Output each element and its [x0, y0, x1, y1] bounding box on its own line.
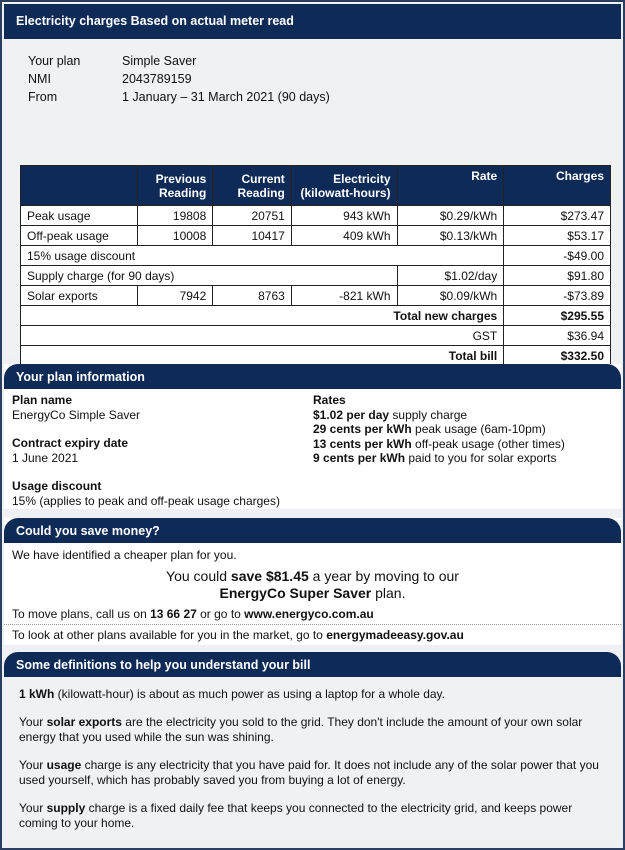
rate-line: 9 cents per kWh paid to you for solar exports: [313, 451, 557, 465]
kwh-value: 409 kWh: [291, 226, 397, 246]
gst-value: $36.94: [504, 326, 611, 346]
phone-number[interactable]: 13 66 27: [150, 607, 197, 621]
table-row: [21, 246, 611, 266]
table-row: [21, 286, 611, 306]
rates-block: [313, 393, 565, 466]
rate-header: Rate: [397, 166, 504, 206]
move-plans-text: To move plans, call us on 13 66 27 or go to www.energyco.com.au: [12, 607, 374, 621]
row-label: Solar exports: [21, 286, 138, 306]
charge-value: $53.17: [504, 226, 611, 246]
total-new-value: $295.55: [504, 306, 611, 326]
prev-reading: 10008: [137, 226, 213, 246]
plan-row: [28, 52, 330, 70]
charges-header: Charges: [504, 166, 611, 206]
table-row: [21, 206, 611, 226]
save-offer: You could save $81.45 a year by moving to our EnergyCo Super Saver plan.: [166, 568, 459, 601]
rate-line: $1.02 per day supply charge: [313, 407, 468, 422]
charge-value: $91.80: [504, 266, 611, 286]
total-new-row: [21, 306, 611, 326]
definitions-title: Some definitions to help you understand your bill: [4, 652, 621, 677]
other-plans-text: To look at other plans available for you in the market, go to energymadeeasy.gov.au: [12, 628, 464, 642]
charge-value: -$73.89: [504, 286, 611, 306]
charge-value: -$49.00: [504, 246, 611, 266]
row-label: Supply charge (for 90 days): [21, 266, 398, 286]
charge-value: $273.47: [504, 206, 611, 226]
nmi-value: 2043789159: [122, 72, 192, 86]
rate-value: $1.02/day: [397, 266, 504, 286]
plan-label: Your plan: [28, 54, 81, 68]
rate-value: $0.29/kWh: [397, 206, 504, 226]
rate-line: 13 cents per kWh off-peak usage (other times): [313, 436, 565, 451]
bill-title: Electricity charges Based on actual meter read: [16, 14, 294, 28]
usage-definition: Your usage charge is any electricity that you have paid for. It does not include any of the solar power that you used yourself, which has probably saved you from buying a lot of energy.: [19, 758, 599, 787]
total-new-label: Total new charges: [21, 306, 504, 326]
solar-definition: Your solar exports are the electricity you sold to the grid. They don't include the amount of your own solar energy that you used while the sun was shining.: [19, 715, 583, 744]
curr-reading: 20751: [213, 206, 292, 226]
charges-table: [20, 165, 611, 366]
definitions-section: [4, 652, 621, 840]
row-label: 15% usage discount: [21, 246, 504, 266]
prev-reading: 19808: [137, 206, 213, 226]
expiry-label: Contract expiry date: [12, 436, 129, 450]
blank-header: [21, 166, 138, 206]
curr-reading-header: Current Reading: [213, 166, 292, 206]
energyco-link[interactable]: www.energyco.com.au: [244, 607, 374, 621]
curr-reading: 10417: [213, 226, 292, 246]
table-header-row: [21, 166, 611, 206]
total-bill-label: Total bill: [21, 346, 504, 366]
plan-name-label: Plan name: [12, 393, 73, 407]
period-row: [28, 88, 330, 106]
supply-definition: Your supply charge is a fixed daily fee that keeps you connected to the electricity grid, and keeps power coming to your home.: [19, 801, 573, 830]
nmi-label: NMI: [28, 72, 51, 86]
period-value: 1 January – 31 March 2021 (90 days): [122, 90, 330, 104]
plan-info-title: Your plan information: [4, 364, 621, 389]
row-label: Off-peak usage: [21, 226, 138, 246]
save-title: Could you save money?: [4, 518, 621, 543]
table-row: [21, 226, 611, 246]
row-label: Peak usage: [21, 206, 138, 226]
save-intro: We have identified a cheaper plan for you.: [12, 548, 237, 562]
kwh-value: 943 kWh: [291, 206, 397, 226]
rate-value: $0.09/kWh: [397, 286, 504, 306]
save-money-section: [4, 518, 621, 645]
gst-label: GST: [21, 326, 504, 346]
kwh-value: -821 kWh: [291, 286, 397, 306]
total-bill-row: [21, 346, 611, 366]
table-row: [21, 266, 611, 286]
kwh-definition: 1 kWh (kilowatt-hour) is about as much power as using a laptop for a whole day.: [19, 687, 445, 701]
plan-info-section: [4, 364, 621, 509]
kwh-header: Electricity (kilowatt-hours): [291, 166, 397, 206]
plan-info-left: [12, 393, 280, 508]
rate-line: 29 cents per kWh peak usage (6am-10pm): [313, 422, 546, 436]
prev-reading-header: Previous Reading: [137, 166, 213, 206]
nmi-row: [28, 70, 330, 88]
gst-row: [21, 326, 611, 346]
prev-reading: 7942: [137, 286, 213, 306]
curr-reading: 8763: [213, 286, 292, 306]
total-bill-value: $332.50: [504, 346, 611, 366]
discount-label: Usage discount: [12, 479, 102, 493]
expiry-date: 1 June 2021: [12, 450, 79, 465]
discount-text: 15% (applies to peak and off-peak usage charges): [12, 493, 280, 508]
energymadeeasy-link[interactable]: energymadeeasy.gov.au: [326, 628, 464, 642]
plan-value: Simple Saver: [122, 54, 197, 68]
bill-header: [4, 4, 621, 39]
plan-summary: [28, 52, 330, 106]
plan-name: EnergyCo Simple Saver: [12, 407, 141, 422]
rate-value: $0.13/kWh: [397, 226, 504, 246]
period-label: From: [28, 90, 58, 104]
charges-summary: [4, 39, 621, 363]
rates-label: Rates: [313, 393, 346, 407]
